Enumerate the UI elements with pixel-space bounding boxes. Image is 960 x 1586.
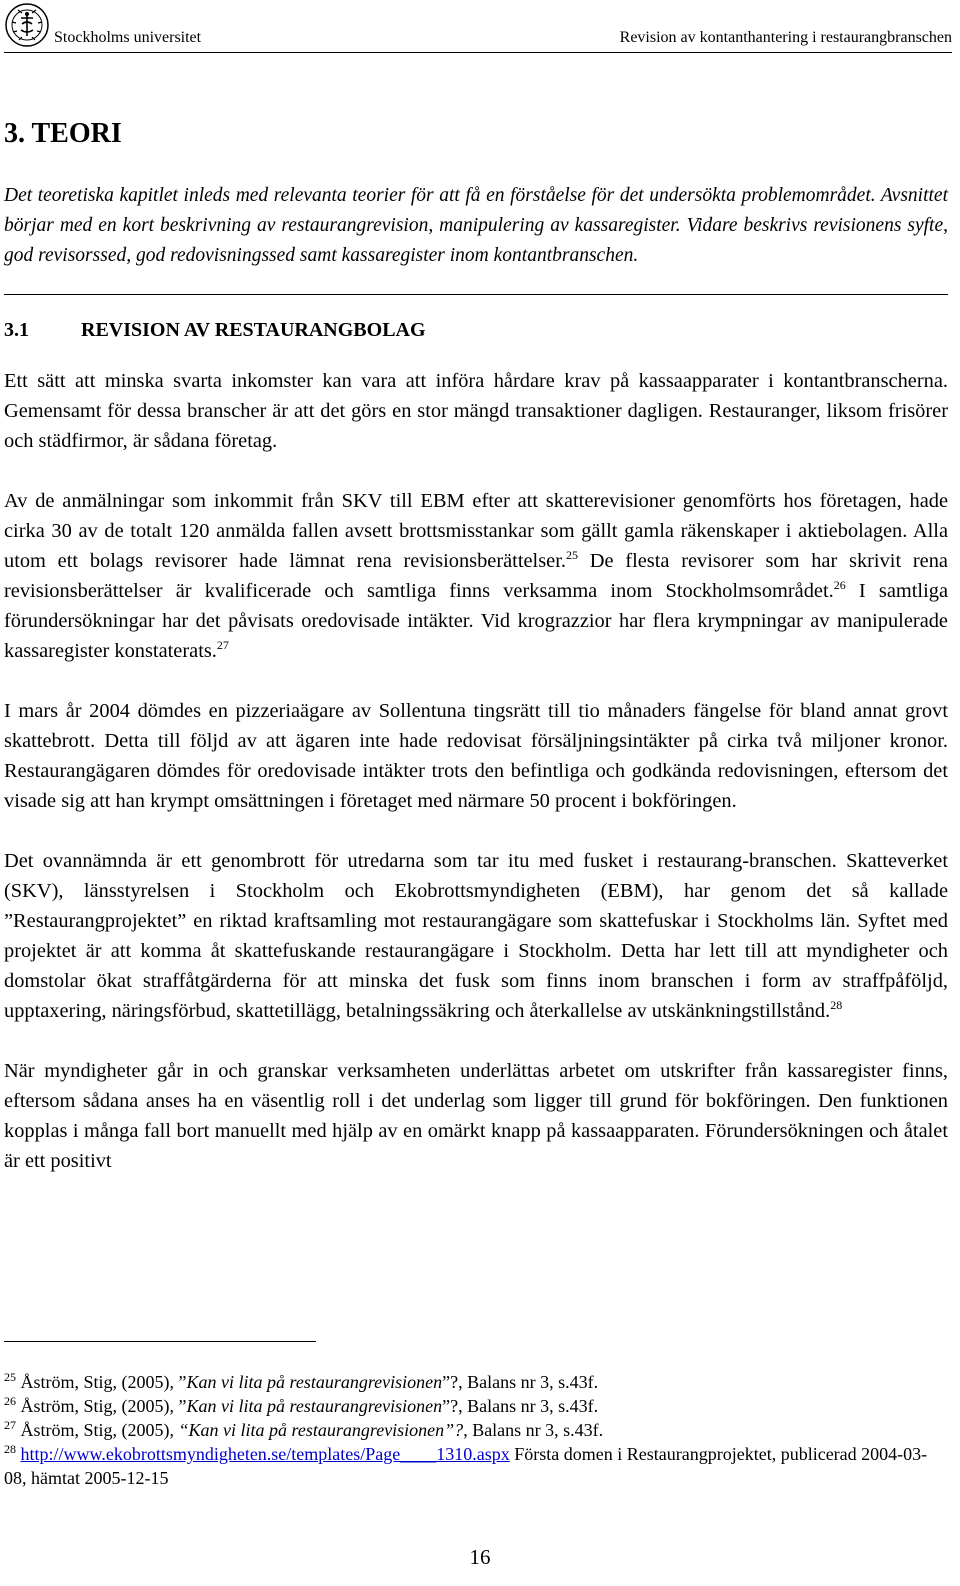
- footnote-27: [4, 1418, 948, 1442]
- footnote-text: , Balans nr 3, s.43f.: [463, 1420, 604, 1440]
- paragraph-text: Det ovannämnda är ett genombrott för utredarna som tar itu med fusket i restaurang-branschen. Skatteverket (SKV), länsstyrelsen i Stockholm och Ekobrottsmyndigheten (EBM), har genom det så kallade ”Restaurangprojektet” en riktad kraftsamling mot restaurangägare som skattefuskar i Stockholms län. Syftet med projektet är att komma åt skattefuskande restaurangägare i Stockholm. Detta har lett till att myndigheter och domstolar ökat straffåtgärderna för att minska det fusk som finns inom branschen i form av straffpåföljd, upptaxering, näringsförbud, skattetillägg, betalningssäkring och återkallelse av utskänkningstillstånd.: [4, 850, 948, 1022]
- footnote-link[interactable]: http://www.ekobrottsmyndigheten.se/templates/Page____1310.aspx: [20, 1444, 510, 1464]
- footnote-text: Åström, Stig, (2005),: [16, 1420, 179, 1440]
- footnote-25: [4, 1370, 948, 1394]
- page-header: [4, 0, 952, 53]
- university-seal-icon: [4, 2, 50, 48]
- chapter-intro: Det teoretiska kapitlet inleds med relevanta teorier för att få en förståelse för det undersökta problemområdet. Avsnittet börjar med en kort beskrivning av restaurangrevision, manipulering av kassaregister. Vidare beskrivs revisionens syfte, god revisorssed, god redovisningssed samt kassaregister inom kontantbranschen.: [4, 185, 948, 266]
- footnote-number: 26: [4, 1394, 16, 1408]
- paragraph-text: I samtliga förundersökningar har det påvisats oredovisade intäkter. Vid krograzzior har flera krympningar av manipulerade kassaregister konstaterats.: [4, 580, 948, 662]
- header-university: Stockholms universitet: [54, 29, 202, 46]
- footnote-text: Åström, Stig, (2005), ”: [16, 1396, 187, 1416]
- footnote-divider: [4, 1341, 316, 1342]
- footnote-number: 28: [4, 1442, 16, 1456]
- footnote-source-title: “Kan vi lita på restaurangrevisionen”?: [178, 1420, 464, 1440]
- body-text: [4, 366, 948, 1206]
- page-number: 16: [469, 1545, 491, 1569]
- footnote-text: Första domen i Restaurangprojektet, publicerad 2004-03-08, hämtat 2005-12-15: [4, 1444, 928, 1488]
- footnote-text: Åström, Stig, (2005), ”: [16, 1372, 187, 1392]
- footnote-number: 25: [4, 1370, 16, 1384]
- footnote-28: [4, 1442, 948, 1490]
- footnote-text: ”?, Balans nr 3, s.43f.: [442, 1372, 599, 1392]
- footnote-26: [4, 1394, 948, 1418]
- footnote-ref-25[interactable]: 25: [565, 548, 578, 563]
- footnote-text: ”?, Balans nr 3, s.43f.: [442, 1396, 599, 1416]
- paragraph: När myndigheter går in och granskar verksamheten underlättas arbetet om utskrifter från kassaregister finns, eftersom sådana anses ha en väsentlig roll i det underlag som ligger till grund för bokföringen. Den funktionen kopplas i många fall bort manuellt med hjälp av en omärkt knapp på kassaapparaten. Förundersökningen och åtalet är ett positivt: [4, 1060, 948, 1172]
- paragraph-text: De flesta revisorer som har skrivit rena revisionsberättelser är kvalificerade och samtliga finns verksamma inom Stockholmsområdet.: [4, 550, 948, 602]
- paragraph: Ett sätt att minska svarta inkomster kan vara att införa hårdare krav på kassaapparater i kontantbranscherna. Gemensamt för dessa branscher är att det görs en stor mängd transaktioner dagligen. Restauranger, liksom frisörer och städfirmor, är sådana företag.: [4, 370, 948, 452]
- footnote-ref-26[interactable]: 26: [833, 578, 846, 593]
- section-number: 3.1: [4, 319, 29, 341]
- paragraph-text: Av de anmälningar som inkommit från SKV till EBM efter att skatterevisioner genomförts hos företagen, hade cirka 30 av de totalt 120 anmälda fallen avsett brottsmisstankar som gällt gamla räkenskaper i aktiebolagen. Alla utom ett bolags revisorer hade lämnat rena revisionsberättelser.: [4, 490, 948, 572]
- section-heading: [4, 319, 426, 342]
- footnote-ref-28[interactable]: 28: [830, 998, 843, 1013]
- footnote-ref-27[interactable]: 27: [216, 638, 229, 653]
- footnote-number: 27: [4, 1418, 16, 1432]
- footnote-source-title: Kan vi lita på restaurangrevisionen: [186, 1396, 443, 1416]
- intro-divider: [4, 294, 948, 295]
- chapter-title: 3. TEORI: [4, 118, 122, 149]
- section-title: REVISION AV RESTAURANGBOLAG: [81, 319, 426, 341]
- header-document-title: Revision av kontanthantering i restaurangbranschen: [619, 29, 952, 46]
- footnotes: [4, 1370, 948, 1490]
- paragraph: I mars år 2004 dömdes en pizzeriaägare av Sollentuna tingsrätt till tio månaders fängelse för bland annat grovt skattebrott. Detta till följd av att ägaren inte hade redovisat försäljningsintäkter på cirka två miljoner kronor. Restaurangägaren dömdes för oredovisade intäkter trots den befintliga och godkända redovisningen, eftersom det visade sig att han krympt omsättningen i företaget med närmare 50 procent i bokföringen.: [4, 700, 948, 812]
- paragraph: [4, 846, 948, 1026]
- footnote-source-title: Kan vi lita på restaurangrevisionen: [186, 1372, 443, 1392]
- paragraph: [4, 486, 948, 666]
